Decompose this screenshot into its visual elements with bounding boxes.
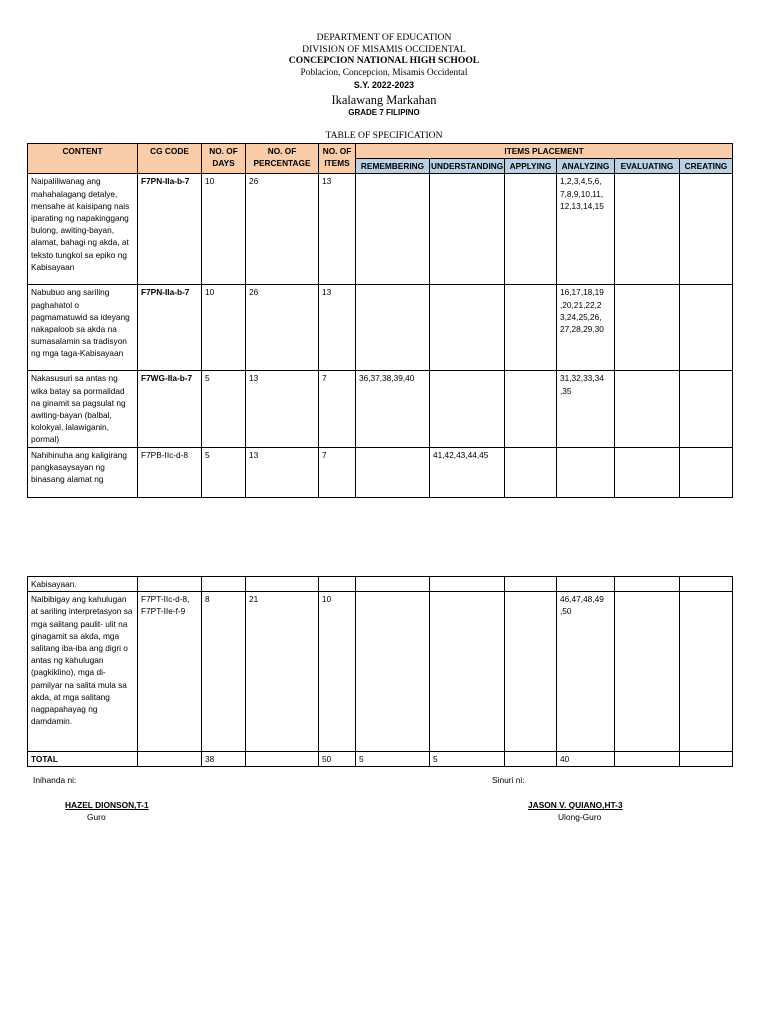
preparer-name: HAZEL DIONSON,T-1 — [65, 800, 149, 810]
cell-percentage: 26 — [246, 174, 319, 285]
cell-analyzing — [557, 447, 615, 497]
col-evaluating: EVALUATING — [615, 159, 680, 174]
cell-percentage: 26 — [246, 285, 319, 371]
table-row — [28, 447, 733, 497]
cell-evaluating — [615, 371, 680, 447]
col-creating: CREATING — [680, 159, 733, 174]
cell-understanding — [430, 592, 505, 752]
cell-code: F7PN-IIa-b-7 — [138, 285, 202, 371]
col-items: NO. OF ITEMS — [319, 144, 356, 174]
cell-items: 10 — [319, 592, 356, 752]
cell-code: F7WG-IIa-b-7 — [138, 371, 202, 447]
table-row — [28, 174, 733, 285]
checked-by-label: Sinuri ni: — [492, 775, 525, 785]
cell-content: Kabisayaan. — [28, 577, 138, 592]
cell-days: 5 — [202, 371, 246, 447]
cell-remembering — [356, 592, 430, 752]
cell-creating — [680, 577, 733, 592]
col-days: NO. OF DAYS — [202, 144, 246, 174]
cell-remembering — [356, 285, 430, 371]
preparer-title: Guro — [87, 812, 106, 822]
cell-content: Naipaliliwanag ang mahahalagang detalye, mensahe at kaisipang nais iparating ng napakinggang bulong, awiting-bayan, alamat, bahagi ng akda, at teksto tungkol sa epiko ng Kabisayaan — [28, 174, 138, 285]
cell-evaluating — [615, 592, 680, 752]
cell-code — [138, 577, 202, 592]
cell-code: F7PT-IIc-d-8, F7PT-IIe-f-9 — [138, 592, 202, 752]
header-address: Poblacion, Concepcion, Misamis Occidental — [300, 68, 468, 78]
cell-analyzing: 31,32,33,34 ,35 — [557, 371, 615, 447]
cell-analyzing: 46,47,48,49 ,50 — [557, 592, 615, 752]
cell-percentage: 13 — [246, 447, 319, 497]
total-remembering: 5 — [356, 752, 430, 767]
cell-code: F7PN-IIa-b-7 — [138, 174, 202, 285]
cell-content: Nabubuo ang sariling paghahatol o pagmamatuwid sa ideyang nakapaloob sa akda na sumasalamin sa tradisyon ng mga taga-Kabisayaan — [28, 285, 138, 371]
header-department: DEPARTMENT OF EDUCATION — [316, 32, 452, 43]
cell-content: Naibibigay ang kahulugan at sariling interpretasyon sa mga salitang paulit- ulit na ginagamit sa akda, mga salitang iba-iba ang digri o antas ng kahulugan (pagkiklino), mga di-pamilyar na salita mula sa akda, at mga salitang nagpapahayag ng damdamin. — [28, 592, 138, 752]
total-days: 38 — [202, 752, 246, 767]
cell-items: 7 — [319, 447, 356, 497]
cell-understanding — [430, 577, 505, 592]
cell-applying — [505, 592, 557, 752]
total-percentage — [246, 752, 319, 767]
cell-items — [319, 577, 356, 592]
cell-days: 10 — [202, 174, 246, 285]
cell-understanding: 41,42,43,44,45 — [430, 447, 505, 497]
header-row — [28, 144, 733, 159]
cell-evaluating — [615, 285, 680, 371]
cell-creating — [680, 371, 733, 447]
cell-applying — [505, 285, 557, 371]
prepared-by-label: Inihanda ni: — [33, 775, 77, 785]
total-applying — [505, 752, 557, 767]
cell-analyzing — [557, 577, 615, 592]
cell-creating — [680, 592, 733, 752]
cell-items: 13 — [319, 285, 356, 371]
col-understanding: UNDERSTANDING — [430, 159, 505, 174]
cell-days: 5 — [202, 447, 246, 497]
total-row — [28, 752, 733, 767]
cell-creating — [680, 285, 733, 371]
cell-analyzing: 1,2,3,4,5,6, 7,8,9,10,11, 12,13,14,15 — [557, 174, 615, 285]
cell-understanding — [430, 174, 505, 285]
checker-name: JASON V. QUIANO,HT-3 — [528, 800, 623, 810]
cell-understanding — [430, 285, 505, 371]
total-items: 50 — [319, 752, 356, 767]
cell-percentage: 21 — [246, 592, 319, 752]
table-row — [28, 592, 733, 752]
cell-remembering — [356, 577, 430, 592]
cell-remembering: 36,37,38,39,40 — [356, 371, 430, 447]
cell-code: F7PB-IIc-d-8 — [138, 447, 202, 497]
header-grade: GRADE 7 FILIPINO — [348, 108, 420, 117]
col-remembering: REMEMBERING — [356, 159, 430, 174]
total-evaluating — [615, 752, 680, 767]
table-row — [28, 371, 733, 447]
cell-days: 8 — [202, 592, 246, 752]
cell-content: Nakasusuri sa antas ng wika batay sa pormalidad na ginamit sa pagsulat ng awiting-bayan (balbal, kolokyal, lalawiganin, pormal) — [28, 371, 138, 447]
cell-applying — [505, 174, 557, 285]
col-applying: APPLYING — [505, 159, 557, 174]
cell-applying — [505, 577, 557, 592]
cell-evaluating — [615, 174, 680, 285]
table-row — [28, 285, 733, 371]
total-understanding: 5 — [430, 752, 505, 767]
cell-days: 10 — [202, 285, 246, 371]
total-code — [138, 752, 202, 767]
specification-table-continued — [27, 576, 733, 767]
cell-content: Nahihinuha ang kaligirang pangkasaysayan ng binasang alamat ng — [28, 447, 138, 497]
cell-analyzing: 16,17,18,19 ,20,21,22,2 3,24,25,26, 27,28,29,30 — [557, 285, 615, 371]
table-title: TABLE OF SPECIFICATION — [325, 130, 443, 141]
cell-creating — [680, 174, 733, 285]
header-division: DIVISION OF MISAMIS OCCIDENTAL — [302, 44, 466, 55]
cell-understanding — [430, 371, 505, 447]
cell-remembering — [356, 447, 430, 497]
total-label: TOTAL — [28, 752, 138, 767]
cell-remembering — [356, 174, 430, 285]
col-cg-code: CG CODE — [138, 144, 202, 174]
header-quarter: Ikalawang Markahan — [331, 93, 437, 107]
cell-days — [202, 577, 246, 592]
cell-percentage: 13 — [246, 371, 319, 447]
cell-items: 13 — [319, 174, 356, 285]
col-content: CONTENT — [28, 144, 138, 174]
cell-applying — [505, 447, 557, 497]
cell-applying — [505, 371, 557, 447]
checker-title: Ulong-Guro — [558, 812, 602, 822]
total-creating — [680, 752, 733, 767]
col-analyzing: ANALYZING — [557, 159, 615, 174]
col-items-placement: ITEMS PLACEMENT — [356, 144, 733, 159]
cell-evaluating — [615, 577, 680, 592]
specification-table — [27, 143, 733, 498]
cell-items: 7 — [319, 371, 356, 447]
table-row — [28, 577, 733, 592]
cell-percentage — [246, 577, 319, 592]
header-school: CONCEPCION NATIONAL HIGH SCHOOL — [288, 55, 480, 66]
header-school-year: S.Y. 2022-2023 — [353, 80, 415, 90]
col-percentage: NO. OF PERCENTAGE — [246, 144, 319, 174]
cell-creating — [680, 447, 733, 497]
total-analyzing: 40 — [557, 752, 615, 767]
cell-evaluating — [615, 447, 680, 497]
